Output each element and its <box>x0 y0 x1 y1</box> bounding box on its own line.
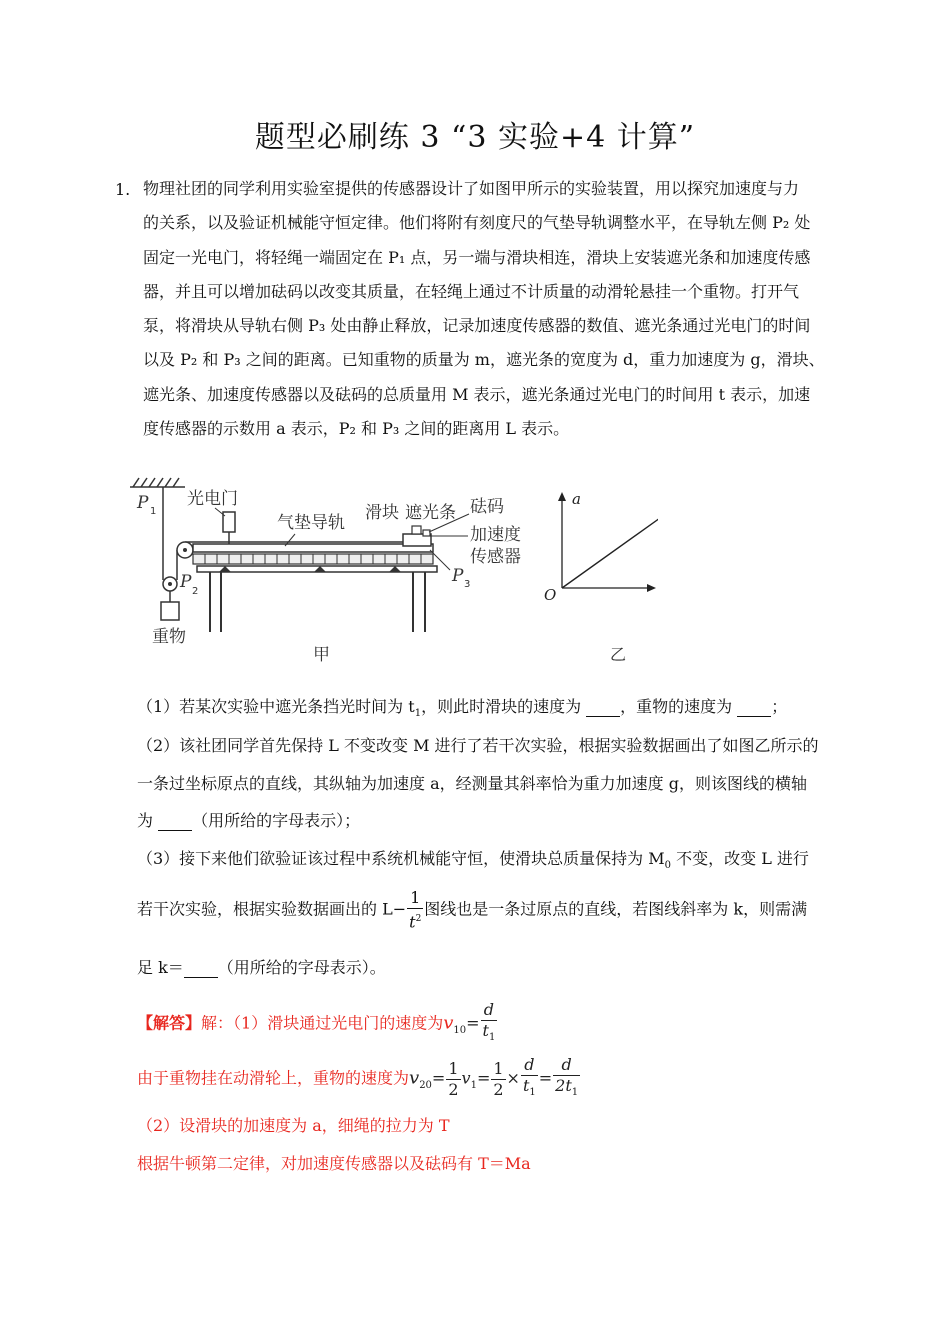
part-2-line: 一条过坐标原点的直线，其纵轴为加速度 a，经测量其斜率恰为重力加速度 g，则该图线的横轴 <box>137 774 807 793</box>
p1-label: P <box>137 493 149 513</box>
page-title: 题型必刷练 3 “3 实验+4 计算” <box>254 120 696 155</box>
movable-pulley-icon <box>163 577 177 591</box>
part-3-line1: （3）接下来他们欲验证该过程中系统机械能守恒，使滑块总质量保持为 $M_0$ 不变，改变 L 进行 <box>137 849 809 872</box>
fraction-half: $\frac{1}{2}$ <box>493 1058 504 1099</box>
stem-line: 遮光条、加速度传感器以及砝码的总质量用 M 表示，遮光条通过光电门的时间用 t 表示，加速 <box>143 384 811 404</box>
photogate-label: 光电门 <box>187 489 238 509</box>
answer-line-3: （2）设滑块的加速度为 a，细绳的拉力为 T <box>137 1116 450 1135</box>
fraction-d-over-t1: $\frac{d}{t_1}$ <box>522 1055 536 1099</box>
blank-weight-speed[interactable] <box>737 697 771 717</box>
x-arrow-icon <box>647 584 656 592</box>
fraction-one-over-t2: $\frac{1}{t^2}$ <box>409 888 422 932</box>
table-legs <box>210 572 425 632</box>
heavy-weight-icon <box>161 602 179 620</box>
figure-yi-caption: 乙 <box>610 645 627 664</box>
graph-figure <box>538 488 658 668</box>
question-number: 1. <box>115 180 131 199</box>
p3-label: P <box>452 566 464 586</box>
accel-label-1: 加速度 <box>470 525 521 545</box>
stem-line: 泵，将滑块从导轨右侧 P₃ 处由静止释放，记录加速度传感器的数值、遮光条通过光电门的时间 <box>143 316 811 336</box>
p3-sub: 3 <box>464 579 471 590</box>
part-3-line3: 足 k＝ （用所给的字母表示）。 <box>137 958 386 977</box>
fraction-half: $\frac{1}{2}$ <box>448 1058 459 1099</box>
stem-line: 物理社团的同学利用实验室提供的传感器设计了如图甲所示的实验装置，用以探究加速度与力 <box>143 179 800 198</box>
origin-label: O <box>544 586 557 604</box>
air-track-label: 气垫导轨 <box>277 513 345 533</box>
part-2-end: 为 （用所给的字母表示）； <box>137 811 361 830</box>
fraction-d-over-2t1: $\frac{d}{2t_1}$ <box>555 1055 579 1099</box>
stem-line: 器，并且可以增加砝码以改变其质量，在轻绳上通过不计质量的动滑轮悬挂一个重物。打开气 <box>143 281 800 301</box>
ceiling-icon <box>130 478 185 487</box>
stem-line: 以及 P₂ 和 P₃ 之间的距离。已知重物的质量为 m，遮光条的宽度为 d，重力加速度为 g，滑块、 <box>143 350 825 370</box>
sensor-icon <box>423 530 430 536</box>
photogate-icon <box>223 512 235 532</box>
apparatus-figure <box>125 470 545 670</box>
accel-label-2: 传感器 <box>470 547 521 567</box>
p1-sub: 1 <box>150 506 157 517</box>
blank-slider-speed[interactable] <box>586 697 620 717</box>
part-3-line2: 若干次实验，根据实验数据画出的 L− $\frac{1}{t^2}$ 图线也是一条过原点的直线，若图线斜率为 k，则需满 <box>137 888 808 932</box>
shade-strip-icon <box>412 526 421 534</box>
air-track-rail <box>193 544 433 552</box>
data-line <box>562 518 658 588</box>
stem-line: 度传感器的示数用 a 表示，P₂ 和 P₃ 之间的距离用 L 表示。 <box>143 419 570 439</box>
heavy-label: 重物 <box>152 627 186 647</box>
answer-tag: 【解答】 <box>137 1013 202 1033</box>
stem-line: 固定一光电门，将轻绳一端固定在 P₁ 点，另一端与滑块相连，滑块上安装遮光条和加速度传感 <box>143 247 811 267</box>
question-stem <box>143 172 838 446</box>
figure-jia-caption: 甲 <box>313 645 330 665</box>
slider-label: 滑块 <box>365 503 399 523</box>
answer-line-1: 【解答】解：（1）滑块通过光电门的速度为$v_{10}=$ $\frac{d}{t_1}$ <box>137 1000 498 1048</box>
answer-line-4: 根据牛顿第二定律，对加速度传感器以及砝码有 T＝Ma <box>137 1154 531 1173</box>
p2-label: P <box>180 572 192 592</box>
y-arrow-icon <box>558 492 566 501</box>
fixed-pulley-icon <box>177 542 193 558</box>
part-2-line: （2）该社团同学首先保持 L 不变改变 M 进行了若干次实验，根据实验数据画出了如图乙所示的 <box>137 736 819 755</box>
part-1: （1）若某次实验中遮光条挡光时间为 $t_1$，则此时滑块的速度为 ，重物的速度为 ； <box>137 697 788 720</box>
weights-label: 砝码 <box>470 497 504 517</box>
stem-line: 的关系，以及验证机械能守恒定律。他们将附有刻度尺的气垫导轨调整水平，在导轨左侧 P₂ 处 <box>143 213 811 233</box>
fraction-d-over-t1: $\frac{d}{t_1}$ <box>482 1000 496 1044</box>
y-axis-label: a <box>572 490 581 508</box>
blank-slope-k[interactable] <box>184 958 218 978</box>
shade-label: 遮光条 <box>405 503 456 523</box>
blank-x-axis[interactable] <box>158 811 192 831</box>
answer-line-2: 由于重物挂在动滑轮上，重物的速度为$v_{20}=$ $\frac{1}{2}$ $v_1=$ $\frac{1}{2}$ × $\frac{d}{t_1}$ = $\frac{d}{2t_1}$ <box>137 1055 581 1103</box>
p2-sub: 2 <box>192 586 199 597</box>
